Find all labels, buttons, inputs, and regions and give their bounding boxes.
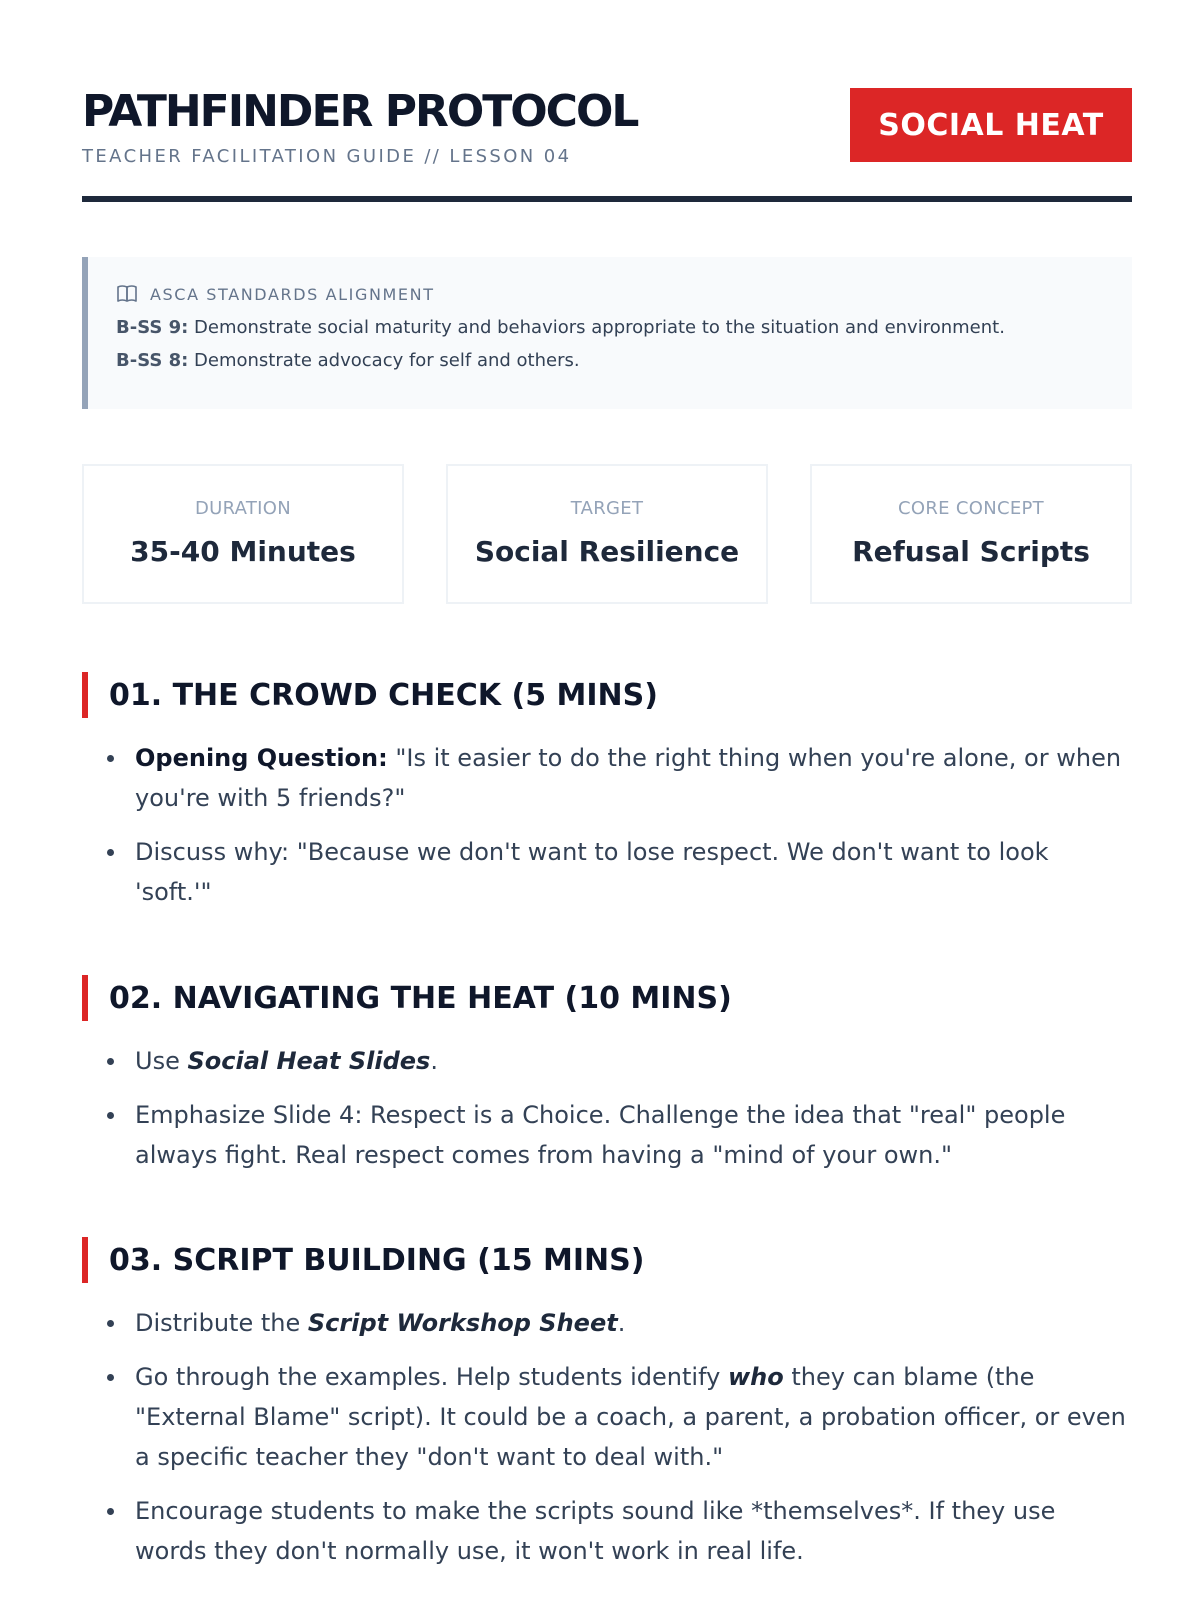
- section-accent-bar: [82, 975, 88, 1021]
- section-crowd-check: [82, 672, 1132, 926]
- list-item: [82, 1041, 1132, 1081]
- list-item: [82, 1357, 1132, 1477]
- page-header: [82, 84, 1132, 204]
- card-value: Refusal Scripts: [852, 535, 1090, 568]
- card-label: DURATION: [194, 498, 292, 519]
- section-header: [82, 1237, 1132, 1283]
- item-text: Encourage students to make the scripts sound like *themselves*. If they use words they don't normally use, it won't work in real life.: [135, 1497, 1056, 1565]
- section-title: 01. THE CROWD CHECK (5 MINS): [109, 677, 658, 713]
- card-value: 35-40 Minutes: [130, 535, 356, 568]
- standards-heading: [116, 283, 1132, 305]
- list-item: [82, 1491, 1132, 1571]
- section-title: 03. SCRIPT BUILDING (15 MINS): [109, 1242, 645, 1278]
- standards-heading-label: ASCA STANDARDS ALIGNMENT: [150, 284, 435, 304]
- card-value: Social Resilience: [474, 535, 740, 568]
- section-script-building: [82, 1237, 1132, 1585]
- page-subtitle: TEACHER FACILITATION GUIDE // LESSON 04: [82, 146, 572, 167]
- resource-name: Script Workshop Sheet: [307, 1309, 618, 1337]
- bullet-list: [82, 1303, 1132, 1571]
- emphasis-word: who: [727, 1363, 784, 1391]
- lesson-badge: SOCIAL HEAT: [850, 88, 1132, 162]
- standard-item: [116, 350, 1132, 371]
- item-text: Distribute the: [135, 1309, 308, 1337]
- bullet-list: [82, 738, 1132, 912]
- page-title: PATHFINDER PROTOCOL: [82, 86, 638, 137]
- bold-lead: Opening Question:: [135, 744, 388, 772]
- standard-text: Demonstrate advocacy for self and others.: [188, 350, 580, 371]
- section-title: 02. NAVIGATING THE HEAT (10 MINS): [109, 980, 732, 1016]
- standard-code: B-SS 9:: [116, 317, 189, 338]
- target-card: [446, 464, 768, 604]
- item-text: Emphasize Slide 4: Respect is a Choice. Challenge the idea that "real" people always fight. Real respect comes from having a "mind of your own.": [135, 1101, 1066, 1169]
- item-text: "Is it easier to do the right thing when you're alone, or when you're with 5 friends?": [135, 744, 1122, 812]
- section-accent-bar: [82, 672, 88, 718]
- list-item: [82, 1095, 1132, 1175]
- item-text: Discuss why: "Because we don't want to lose respect. We don't want to look 'soft.'": [135, 838, 1049, 906]
- standard-item: [116, 317, 1132, 338]
- standard-code: B-SS 8:: [116, 350, 189, 371]
- duration-card: [82, 464, 404, 604]
- summary-cards: [82, 464, 1132, 604]
- section-navigating-heat: [82, 975, 1132, 1189]
- core-concept-card: [810, 464, 1132, 604]
- resource-name: Social Heat Slides: [187, 1047, 431, 1075]
- standards-box: [82, 257, 1132, 409]
- item-text: Use: [135, 1047, 188, 1075]
- standard-text: Demonstrate social maturity and behaviors appropriate to the situation and environment.: [188, 317, 1005, 338]
- item-text: Go through the examples. Help students identify: [135, 1363, 728, 1391]
- header-divider: [82, 196, 1132, 202]
- section-accent-bar: [82, 1237, 88, 1283]
- section-header: [82, 672, 1132, 718]
- list-item: [82, 1303, 1132, 1343]
- card-label: CORE CONCEPT: [898, 498, 1044, 519]
- book-icon: [116, 283, 140, 305]
- list-item: [82, 738, 1132, 818]
- item-text: .: [617, 1309, 626, 1337]
- card-label: TARGET: [570, 498, 644, 519]
- item-text: .: [430, 1047, 438, 1075]
- bullet-list: [82, 1041, 1132, 1175]
- section-header: [82, 975, 1132, 1021]
- item-text: they can blame (the "External Blame" script). It could be a coach, a parent, a probation officer, or even a specific teacher they "don't want to deal with.": [135, 1363, 1126, 1471]
- list-item: [82, 832, 1132, 912]
